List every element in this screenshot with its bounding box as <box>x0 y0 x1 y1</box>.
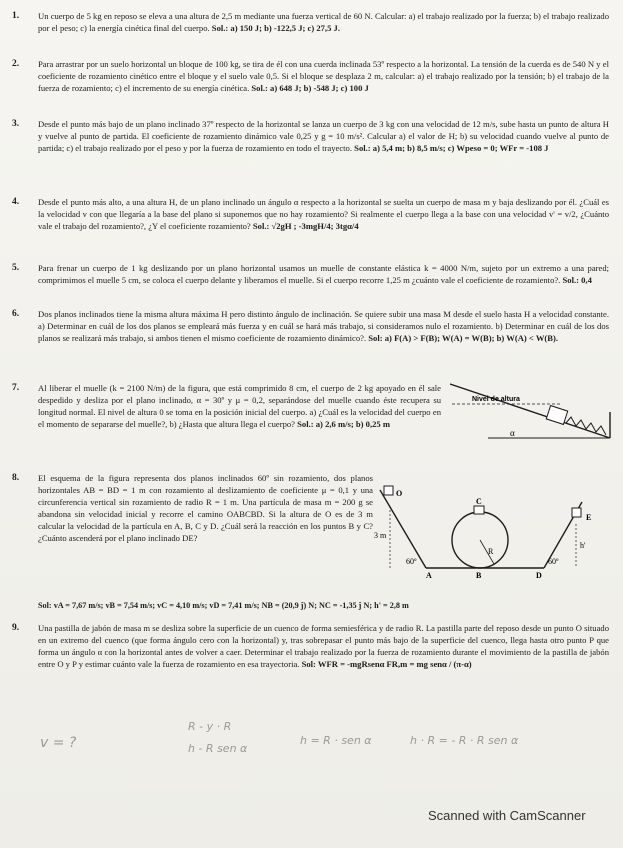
handwritten-note: R - y · R <box>188 720 232 733</box>
problem-8 <box>12 472 373 544</box>
problem-text: El esquema de la figura representa dos planos inclinados 60º sin rozamiento, dos planos horizontales AB = BD = 1 m con rozamiento al deslizamiento de coeficiente μ = 0,1 y una circunferencia vertical sin rozamiento de radio R = 1 m. Una partícula de masa m = 200 g se abandona sin velocidad inicial y recorre el camino OABCBD. Si la altura de O es de 3 m calcular la velocidad de la partícula en A, B, C y D. ¿Cuál será la reacción en los puntos B y C? ¿Cuánto ascenderá por el plano inclinado DE? <box>38 473 373 543</box>
problem-number: 3. <box>12 119 20 129</box>
handwritten-note: h = R · sen α <box>300 734 372 747</box>
problem-number: 8. <box>12 473 20 483</box>
problem-solution: Sol.: √2gH ; -3mgH/4; 3tgα/4 <box>252 221 359 231</box>
label-o: O <box>396 489 403 498</box>
problem-text: Dos planos inclinados tiene la misma altura máxima H pero distinto ángulo de inclinación. Se quiere subir una masa M desde el suelo hasta H a velocidad constante. a) Determinar en cuál de los dos planos se empleará más fuerza y en cuál se hará más trabajo, si consideramos nulo el rozamiento. b) Determinar en cuál de los dos planos se realizará más trabajo, si ambos tienen el mismo coeficiente de rozamiento dinámico?. Sol: a) F(A) > F(B); W(A) = W(B); b) W(A) < W(B). <box>38 309 609 343</box>
figure-7-incline-spring <box>448 382 613 442</box>
problem-text: Una pastilla de jabón de masa m se desliza sobre la superficie de un cuenco de forma semiesférica y de radio R. La pastilla parte del reposo desde un punto O situado en un extremo del cuenco (que forma ángulo cero con la horizontal) y, tras sobrepasar el punto más bajo de la superficie del cuenco, llega hasta otro punto P que forma un ángulo α con la horizontal antes de volver a caer. Determinar el trabajo realizado por la fuerza de rozamiento durante el movimiento de la pastilla de jabón entre O y P y estimar cuánto vale la fuerza de rozamiento en esa trayectoria. Sol: WFR = -mgRsenα FR,m = mg senα / (π-α) <box>38 623 609 669</box>
problem-6 <box>12 308 609 344</box>
handwritten-note: h - R sen α <box>188 742 248 755</box>
problem-text: Un cuerpo de 5 kg en reposo se eleva a una altura de 2,5 m mediante una fuerza vertical de 60 N. Calcular: a) el trabajo realizado por la fuerza; b) el trabajo realizado por el peso; c) la energía cinética final del cuerpo. Sol.: a) 150 J; b) -122,5 J; c) 27,5 J. <box>38 11 609 33</box>
problem-solution: Sol.: a) 5,4 m; b) 8,5 m/s; c) Wpeso = 0; WFr = -108 J <box>354 143 549 153</box>
label-60-right: 60º <box>548 557 559 566</box>
problem-4 <box>12 196 609 232</box>
problem-text: Al liberar el muelle (k = 2100 N/m) de la figura, que está comprimido 8 cm, el cuerpo de 2 kg apoyado en él sale despedido y desliza por el plano inclinado, α = 30º y μ = 0,2, separándose del muelle cuando éste recupera su longitud normal. El nivel de altura 0 se toma en la posición inicial del cuerpo. a) ¿Cuál es la velocidad del cuerpo en el momento de separarse del muelle?, b) ¿Hasta que altura llega el cuerpo? Sol.: a) 2,6 m/s; b) 0,25 m <box>38 383 441 429</box>
problem-text: Desde el punto más bajo de un plano inclinado 37º respecto de la horizontal se lanza un cuerpo de 3 kg con una velocidad de 12 m/s, sube hasta un punto de altura H y vuelve al punto de partida. El coeficiente de rozamiento dinámico vale 0,25 y g = 10 m/s². Calcular a) el valor de H; b) su velocidad cuando vuelve al punto de partida; c) el trabajo realizado por el peso y por la fuerza de rozamiento en todo el trayecto. Sol.: a) 5,4 m; b) 8,5 m/s; c) Wpeso = 0; WFr = -108 J <box>38 119 609 153</box>
left-incline <box>380 490 426 568</box>
problem-solution: Sol.: a) 150 J; b) -122,5 J; c) 27,5 J. <box>211 23 340 33</box>
particle-o <box>384 486 393 495</box>
problem-1 <box>12 10 609 34</box>
figure-8-loop-track <box>376 480 611 590</box>
problem-3 <box>12 118 609 154</box>
handwritten-note: h · R = - R · R sen α <box>410 734 519 747</box>
problem-solution: Sol.: a) 2,6 m/s; b) 0,25 m <box>297 419 390 429</box>
problem-5 <box>12 262 609 286</box>
problem-number: 7. <box>12 383 20 393</box>
scanner-watermark: Scanned with CamScanner <box>428 808 586 823</box>
block-shape <box>546 406 567 425</box>
label-3m: 3 m <box>374 531 387 540</box>
label-b: B <box>476 571 482 580</box>
label-a: A <box>426 571 432 580</box>
handwritten-note: v = ? <box>40 735 77 751</box>
alpha-label: α <box>510 428 515 438</box>
problem-number: 9. <box>12 623 20 633</box>
problem-text: Para frenar un cuerpo de 1 kg deslizando por un plano horizontal usamos un muelle de constante elástica k = 4000 N/m, sujeto por un extremo a una pared; comprimimos el muelle 5 cm, se coloca el cuerpo delante y liberamos el muelle. Si el cuerpo recorre 1,25 m ¿cuánto vale el coeficiente de rozamiento?. Sol.: 0,4 <box>38 263 609 285</box>
problem-number: 4. <box>12 197 20 207</box>
particle-c <box>474 506 484 514</box>
label-e: E <box>586 513 592 522</box>
problem-2 <box>12 58 609 94</box>
problem-solution: Sol: WFR = -mgRsenα FR,m = mg senα / (π-α) <box>301 659 472 669</box>
label-h-prime: h' <box>580 541 586 550</box>
level-label: Nivel de altura <box>472 396 520 403</box>
problem-number: 2. <box>12 59 20 69</box>
label-c: C <box>476 497 482 506</box>
label-d: D <box>536 571 542 580</box>
label-60-left: 60º <box>406 557 417 566</box>
problem-solution: Sol.: 0,4 <box>562 275 592 285</box>
problem-solution: Sol.: a) 648 J; b) -548 J; c) 100 J <box>251 83 369 93</box>
spring-shape <box>566 417 606 435</box>
label-radius: R <box>488 547 494 556</box>
problem-number: 6. <box>12 309 20 319</box>
problem-7 <box>12 382 441 430</box>
problem-number: 5. <box>12 263 20 273</box>
problem-text: Desde el punto más alto, a una altura H, de un plano inclinado un ángulo α respecto a la horizontal se suelta un cuerpo de masa m y baja deslizando por él. ¿Cuál es la velocidad v con que llegaría a la base del plano si suponemos que no hay rozamiento? Si realmente el cuerpo llega a la base con una velocidad v' = v/2, ¿Cuánto vale el trabajo del rozamiento?, ¿Y el coeficiente rozamiento? Sol.: √2gH ; -3mgH/4; 3tgα/4 <box>38 197 609 231</box>
problem-solution: Sol: vA = 7,67 m/s; vB = 7,54 m/s; vC = 4,10 m/s; vD = 7,41 m/s; NB = (20,9 ĵ) N; NC = -1,35 ĵ N; h' = 2,8 m <box>38 601 409 610</box>
particle-e <box>572 508 581 517</box>
problem-solution: Sol: a) F(A) > F(B); W(A) = W(B); b) W(A) < W(B). <box>368 333 559 343</box>
incline-line <box>450 384 610 438</box>
problem-9 <box>12 622 609 670</box>
problem-8-solution <box>38 600 609 612</box>
problem-text: Para arrastrar por un suelo horizontal un bloque de 100 kg, se tira de él con una cuerda inclinada 53º respecto a la horizontal. La tensión de la cuerda es de 540 N y el coeficiente de rozamiento cinético entre el bloque y el suelo vale 0,5. Si el bloque se desplaza 2 m, calcular: a) el trabajo realizado por la tensión; b) el trabajo de la fuerza de rozamiento; c) el incremento de su energía cinética. Sol.: a) 648 J; b) -548 J; c) 100 J <box>38 59 609 93</box>
problem-number: 1. <box>12 11 20 21</box>
